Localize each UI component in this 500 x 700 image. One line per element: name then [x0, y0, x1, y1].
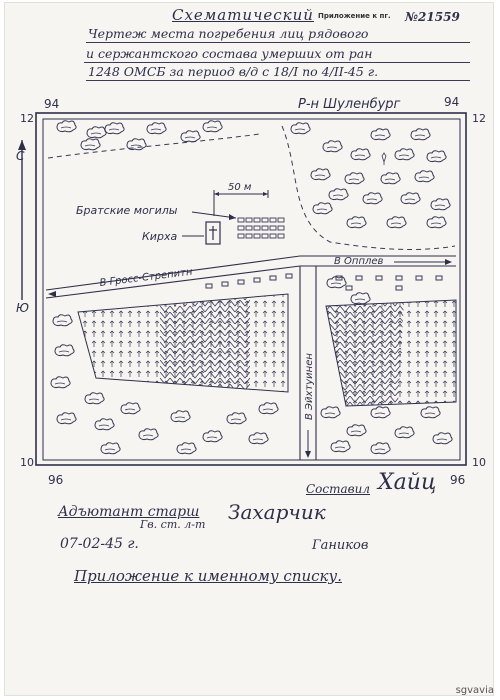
- road-west-label: В Гросс-Стрепитн: [99, 266, 194, 289]
- scale-bar: [214, 190, 268, 216]
- compiler-name: Гаников: [312, 538, 369, 553]
- footer-note: Приложение к именному списку.: [74, 567, 342, 585]
- adjutant-rank: Гв. ст. л-т: [140, 518, 206, 531]
- road-arrow-icon: [394, 259, 452, 265]
- watermark-text: sgvavia: [455, 685, 494, 696]
- field-east: [326, 300, 456, 406]
- road-east-label: В Опплев: [334, 256, 384, 267]
- road-south-label: В Эйхтуинен: [304, 353, 315, 420]
- mass-graves-block: [238, 218, 284, 238]
- compiler-signature: Хайц: [378, 470, 437, 495]
- document-date: 07-02-45 г.: [60, 536, 139, 552]
- mass-graves-label: Братские могилы: [76, 204, 178, 217]
- subtitle-line-1: Чертеж места погребения лиц рядового: [88, 26, 369, 41]
- north-label: С: [16, 149, 25, 163]
- appendix-label: Приложение к пг.: [318, 12, 391, 20]
- forest-edge: [282, 126, 455, 249]
- document-title: Схематический: [172, 6, 314, 24]
- grid-row-top-left: 12: [20, 112, 34, 125]
- subtitle-line-2: и сержантского состава умерших от ран: [86, 46, 373, 61]
- south-label: Ю: [16, 301, 29, 315]
- grid-row-top-right: 12: [472, 112, 486, 125]
- grid-row-bottom-left: 10: [20, 456, 34, 469]
- compass-arrow-icon: [18, 140, 26, 300]
- subtitle-line-3: 1248 ОМСБ за период в/д с 18/I по 4/II-45 г.: [88, 64, 379, 79]
- grid-col-bottom-right: 96: [450, 473, 466, 487]
- grid-col-top-left: 94: [44, 97, 60, 111]
- district-label: Р-н Шуленбург: [298, 97, 401, 112]
- church-cross-icon: [206, 222, 220, 244]
- scale-label: 50 м: [228, 182, 252, 193]
- adjutant-signature: Захарчик: [228, 500, 326, 524]
- field-west: [78, 294, 288, 392]
- compiler-label: Составил: [306, 482, 371, 496]
- forest-edge: [48, 134, 260, 158]
- grid-col-bottom-left: 96: [48, 473, 64, 487]
- village-houses: [206, 274, 442, 290]
- church-label: Кирха: [142, 230, 178, 243]
- grid-row-bottom-right: 10: [472, 456, 486, 469]
- adjutant-title: Адъютант старш: [58, 504, 200, 520]
- appendix-number: №21559: [405, 10, 460, 24]
- grid-col-top-right: 94: [444, 95, 460, 109]
